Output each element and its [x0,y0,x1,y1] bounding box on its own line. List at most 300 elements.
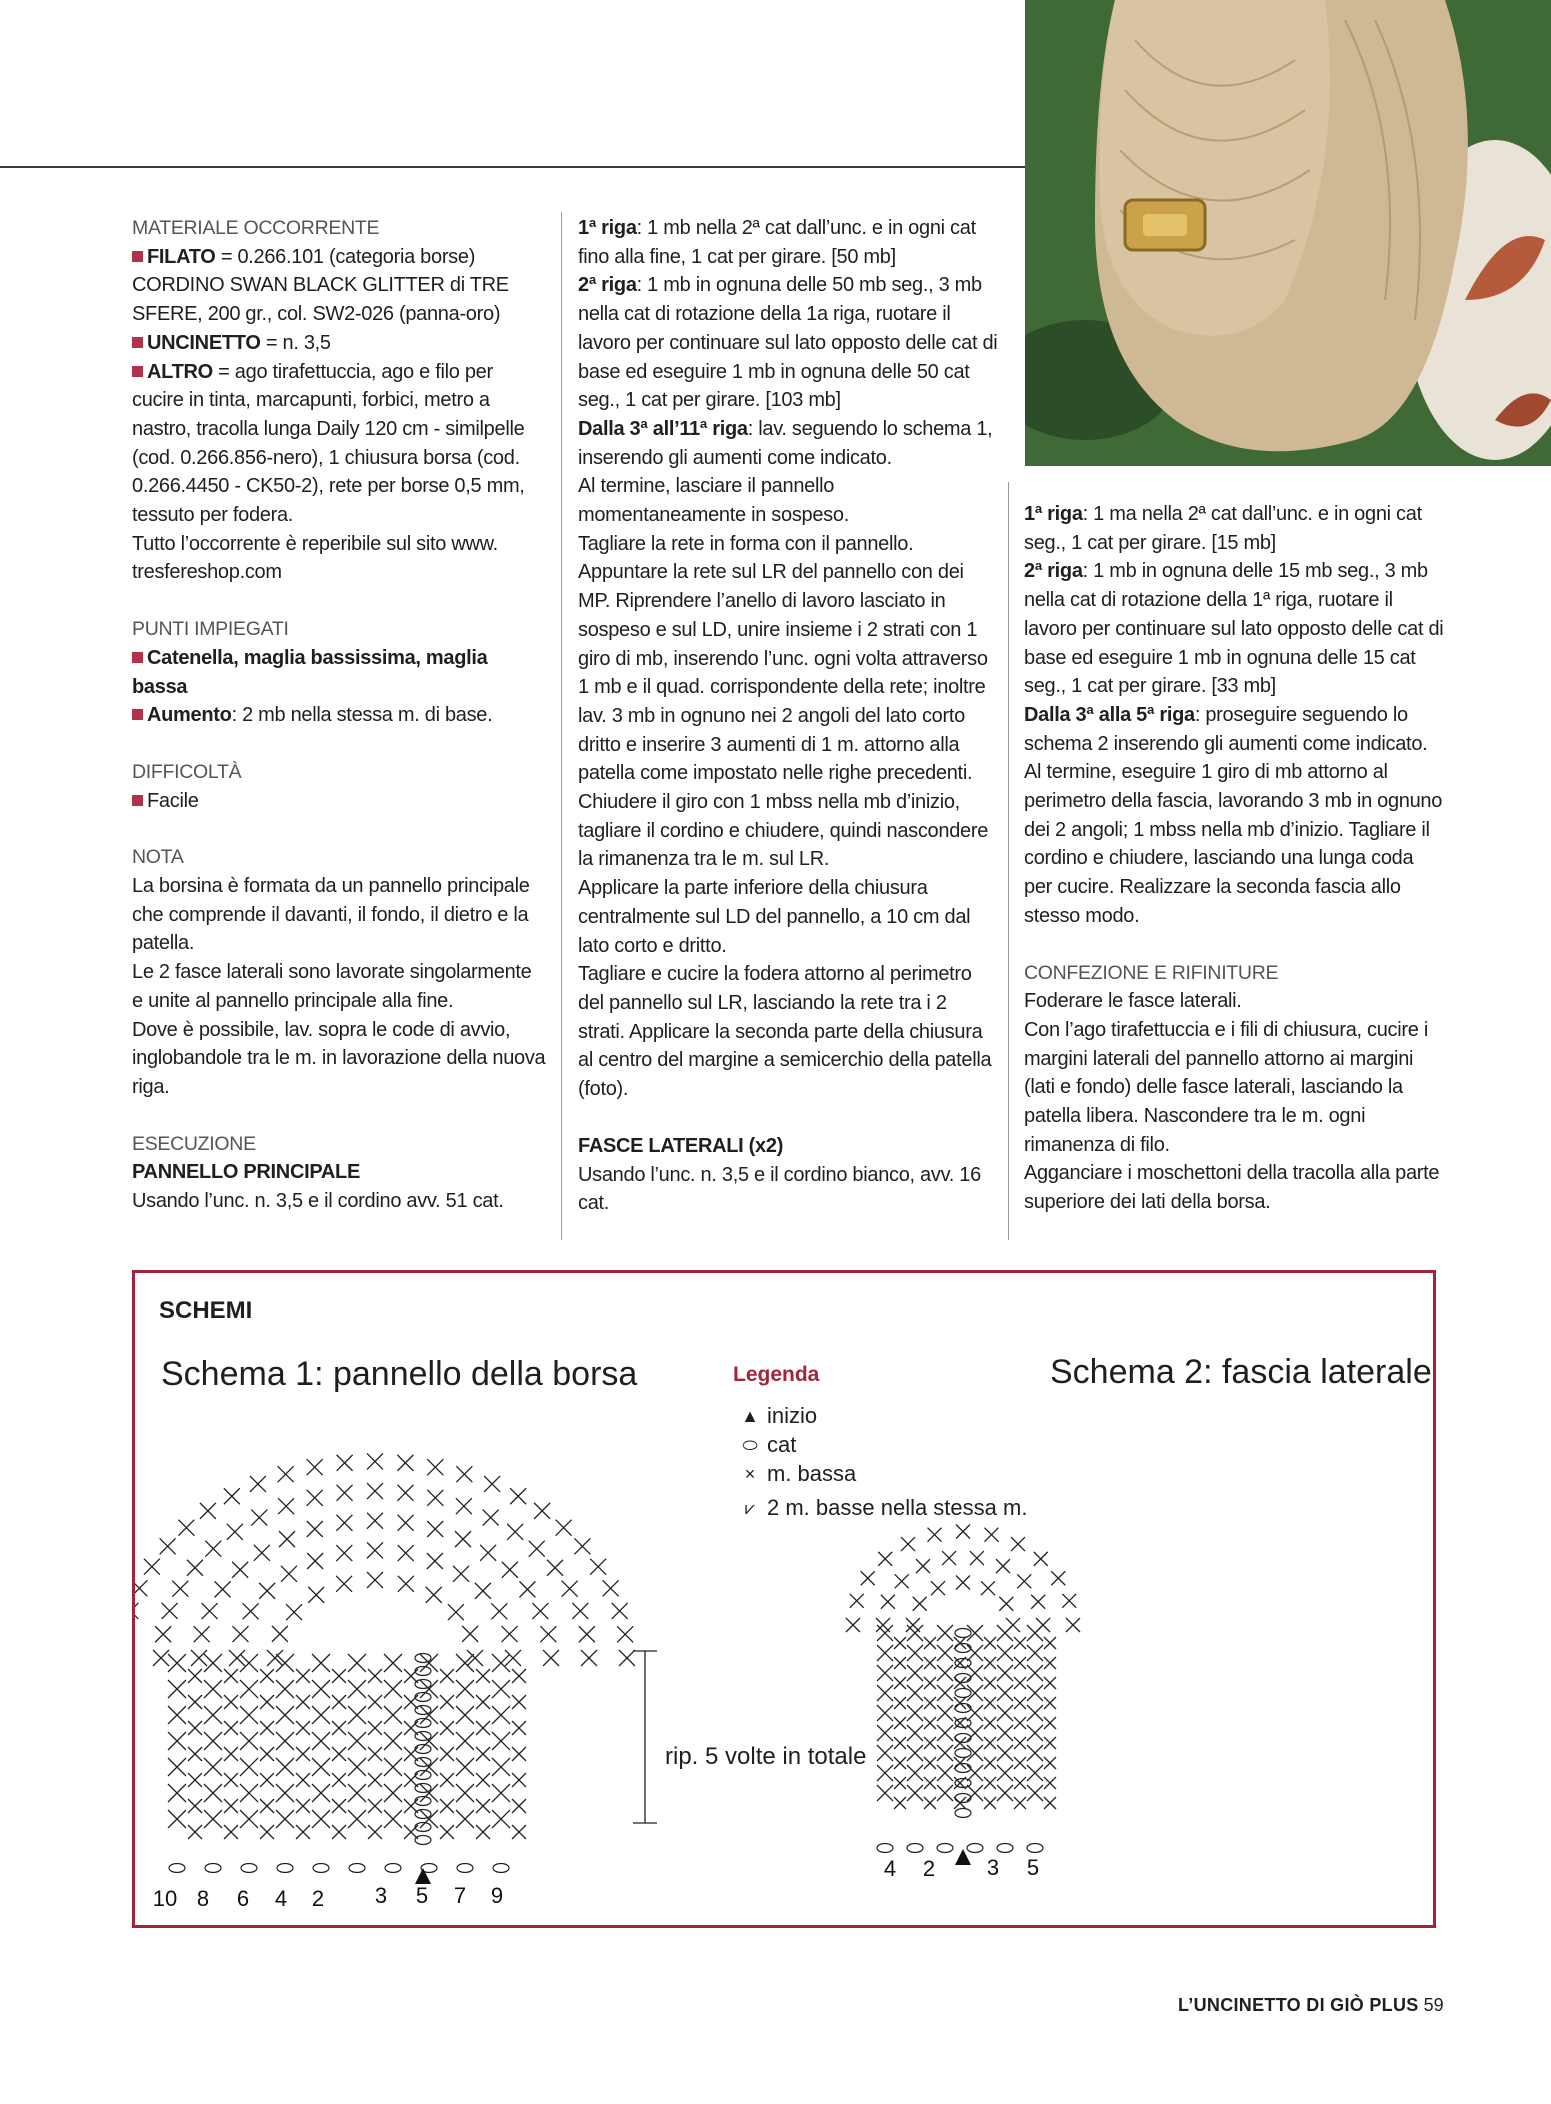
stitch-cross [427,1553,443,1569]
stitch-cross [188,1825,202,1839]
stitch-cross [427,1459,443,1475]
stitch-cross [970,1551,984,1565]
stitch-cross [200,1503,216,1519]
stitch-cross [1044,1777,1056,1789]
stitch-cross [505,1650,521,1666]
stitch-chain [241,1864,257,1873]
stitch-cross [398,1545,414,1561]
stitch-chain [955,1674,971,1683]
stitch-cross [997,1705,1013,1721]
stitch-cross [368,1669,382,1683]
stitch-cross [307,1553,323,1569]
stitch-cross [877,1665,893,1681]
stitch-chain [955,1734,971,1743]
stitch-cross [224,1488,240,1504]
stitch-cross [168,1758,186,1776]
stitch-chain [415,1667,431,1676]
stitch-cross [178,1520,194,1536]
stitch-cross [937,1785,953,1801]
column-divider [1008,482,1009,1240]
stitch-cross [368,1773,382,1787]
stitch-cross [348,1732,366,1750]
stitch-cross [191,1650,207,1666]
stitch-chain [877,1844,893,1853]
stitch-cross [502,1626,518,1642]
row-number: 7 [453,1883,467,1908]
stitch-cross [543,1650,559,1666]
stitch-cross [367,1453,383,1469]
stitch-cross [956,1525,970,1539]
stitch-cross [426,1587,442,1603]
stitch-cross [1044,1717,1056,1729]
stitch-cross [456,1680,474,1698]
stitch-cross [204,1680,222,1698]
stitch-chain [385,1864,401,1873]
stitch-cross [307,1521,323,1537]
stitch-cross [404,1747,418,1761]
row-number: 6 [236,1886,250,1911]
stitch-cross [250,1476,266,1492]
stitch-chain [955,1764,971,1773]
stitch-cross [907,1745,923,1761]
stitch-cross [384,1758,402,1776]
repeat-note: rip. 5 volte in totale [665,1743,867,1770]
stitch-cross [272,1626,288,1642]
stitch-cross [476,1825,490,1839]
stitch-cross [877,1645,893,1661]
stitch-cross [894,1697,906,1709]
legend-label: m. bassa [767,1461,857,1486]
stitch-cross [348,1680,366,1698]
stitch-cross [876,1618,890,1632]
stitch-cross [1014,1657,1026,1669]
stitch-cross [492,1732,510,1750]
stitch-cross [1027,1745,1043,1761]
riga-label: 2ª riga [1024,560,1083,583]
stitch-cross [259,1583,275,1599]
paragraph: Agganciare i moschettoni della tracolla alla parte superiore dei lati della borsa. [1024,1162,1440,1214]
stitch-cross [574,1538,590,1554]
stitch-cross [612,1603,628,1619]
stitch-cross [456,1466,472,1482]
stitch-cross [456,1706,474,1724]
top-rule [0,166,1025,168]
stitch-cross [367,1483,383,1499]
legend-label: 2 m. basse nella stessa m. [767,1495,1028,1520]
stitch-cross [254,1545,270,1561]
stitch-cross [942,1551,956,1565]
row-number: 3 [374,1883,388,1908]
altro-label: ALTRO [147,360,213,383]
stitch-cross [997,1745,1013,1761]
stitch-cross [999,1597,1013,1611]
stitch-cross [1044,1697,1056,1709]
stitch-cross [332,1799,346,1813]
riga-3-line [1024,701,1444,758]
stitch-cross [581,1650,597,1666]
riga-text: : 1 mb in ognuna delle 50 mb seg., 3 mb nella cat di rotazione della 1a riga, ruotare il lavoro per continuare sul lato opposto delle cat di base ed eseguire 1 mb in ognuna delle 50 cat seg., 1 cat per girare. [103 mb] [578,274,998,412]
uncinetto-line [132,329,547,358]
altro-line [132,358,547,530]
stitch-cross [286,1604,302,1620]
stitch-cross [204,1732,222,1750]
stitch-cross [204,1784,222,1802]
stitch-cross [332,1721,346,1735]
riga-label: 1ª riga [1024,503,1083,525]
stitch-cross [135,1580,147,1596]
stitch-cross [562,1581,578,1597]
filato-line [132,243,547,329]
stitch-cross [276,1706,294,1724]
stitch-cross [296,1825,310,1839]
stitch-cross [188,1695,202,1709]
start-triangle [415,1868,431,1884]
stitch-cross [1051,1571,1065,1585]
stitch-cross [440,1721,454,1735]
stitch-cross [188,1747,202,1761]
stitch-cross [492,1784,510,1802]
stitch-cross [534,1503,550,1519]
stitch-cross [276,1758,294,1776]
bullet-square-icon [132,652,143,663]
stitch-chain [415,1797,431,1806]
stitch-cross [967,1765,983,1781]
fasce-heading: FASCE LATERALI (x2) [578,1134,784,1157]
stitch-cross [1014,1637,1026,1649]
stitch-cross [367,1513,383,1529]
aumento-line [132,701,547,730]
stitch-cross [168,1784,186,1802]
stitch-cross [1027,1665,1043,1681]
paragraph: Tagliare e cucire la fodera attorno al perimetro del pannello sul LR, lasciando la rete tra i 2 strati. Applicare la seconda parte della chiusura al centro del margine a semicerchio della patella (foto). [578,963,992,1101]
stitch-chain [415,1836,431,1845]
stitch-cross [502,1562,518,1578]
row-number: 4 [274,1886,288,1911]
stitch-chain [415,1719,431,1728]
stitch-cross [232,1562,248,1578]
row-number: 3 [986,1855,1000,1880]
stitch-chain [415,1732,431,1741]
stitch-cross [492,1680,510,1698]
stitch-cross [188,1773,202,1787]
riga-text: : 1 ma nella 2ª cat dall’unc. e in ogni cat seg., 1 cat per girare. [15 mb] [1024,503,1422,554]
schemi-box [132,1270,1436,1928]
altro-text: = ago tirafettuccia, ago e filo per cucire in tinta, marcapunti, forbici, metro a nastro, tracolla lunga Daily 120 cm - similpelle (cod. 0.266.856-nero), 1 chiusura borsa (cod. 0.266.4450 - CK50-2), rete per borse 0,5 mm, tessuto per fodera. [132,360,525,527]
stitch-cross [348,1784,366,1802]
nota-paragraph: Le 2 fasce laterali sono lavorate singolarmente e unite al pannello principale alla fine. [132,961,532,1012]
stitch-chain [415,1758,431,1767]
stitch-cross [617,1626,633,1642]
stitch-cross [937,1705,953,1721]
stitch-chain [415,1654,431,1663]
fasce-text: Usando l’unc. n. 3,5 e il cordino bianco, avv. 16 cat. [578,1163,981,1215]
section-heading-materiale: MATERIALE OCCORRENTE [132,217,380,239]
stitch-cross [312,1654,330,1672]
stitch-cross [1014,1757,1026,1769]
riga-1-line [1024,500,1444,557]
riga-text: : 1 mb in ognuna delle 15 mb seg., 3 mb nella cat di rotazione della 1ª riga, ruotare il lavoro per continuare sul lato opposto delle cat di base ed eseguire 1 mb in ognuna delle 15 cat seg., 1 cat per girare. [33 mb] [1024,560,1444,698]
stitch-cross [894,1797,906,1809]
stitch-cross [1014,1717,1026,1729]
stitch-cross [907,1665,923,1681]
riga-label: 2ª riga [578,274,637,297]
stitch-chain [349,1864,365,1873]
stitch-cross [924,1677,936,1689]
stitch-cross [984,1677,996,1689]
stitch-cross [462,1626,478,1642]
legend-item [733,1495,1027,1521]
stitch-cross [894,1757,906,1769]
stitch-cross [312,1758,330,1776]
stitch-cross [480,1545,496,1561]
stitch-cross [368,1721,382,1735]
stitch-cross [296,1747,310,1761]
stitch-cross [240,1680,258,1698]
stitch-cross [507,1524,523,1540]
stitch-cross [336,1545,352,1561]
stitch-cross [440,1825,454,1839]
stitch-cross [368,1825,382,1839]
stitch-cross [1014,1697,1026,1709]
stitch-cross [894,1657,906,1669]
row-number: 5 [415,1883,429,1908]
stitch-cross [160,1538,176,1554]
stitch-cross [168,1680,186,1698]
difficolta-value: Facile [147,789,199,812]
nota-paragraph: Dove è possibile, lav. sopra le code di avvio, inglobandole tra le m. in lavorazione della nuova riga. [132,1018,546,1098]
stitch-cross [427,1490,443,1506]
riga-label: Dalla 3ª all’11ª riga [578,417,748,440]
punti-text: Catenella, maglia bassissima, maglia bassa [132,646,488,698]
stitch-cross [168,1706,186,1724]
stitch-cross [877,1785,893,1801]
stitch-cross [336,1515,352,1531]
stitch-chain [277,1864,293,1873]
stitch-cross [1044,1797,1056,1809]
stitch-cross [512,1695,526,1709]
pannello-text: Usando l’unc. n. 3,5 e il cordino avv. 51 cat. [132,1190,504,1213]
stitch-cross [296,1695,310,1709]
repeat-bracket [633,1651,657,1823]
stitch-cross [996,1559,1010,1573]
triangle-icon: ▲ [741,1405,759,1426]
stitch-chain [955,1749,971,1758]
stitch-cross [440,1799,454,1813]
stitch-cross [453,1566,469,1582]
stitch-chain [415,1784,431,1793]
row-number: 10 [152,1886,178,1911]
cross-icon: × [744,1463,756,1484]
stitch-chain [955,1794,971,1803]
stitch-cross [877,1745,893,1761]
filato-text: = 0.266.101 (categoria borse) CORDINO SWAN BLACK GLITTER di TRE SFERE, 200 gr., col. SW2-026 (panna-oro) [132,245,509,326]
stitch-cross [916,1559,930,1573]
stitch-cross [384,1784,402,1802]
stitch-cross [367,1542,383,1558]
stitch-cross [1027,1705,1043,1721]
stitch-cross [440,1773,454,1787]
stitch-cross [877,1765,893,1781]
stitch-cross [1011,1537,1025,1551]
stitch-cross [492,1706,510,1724]
stitch-cross [907,1785,923,1801]
stitch-cross [456,1654,474,1672]
legend-item [733,1432,796,1458]
stitch-cross [332,1669,346,1683]
stitch-cross [907,1645,923,1661]
stitch-cross [997,1785,1013,1801]
stitch-chain [415,1706,431,1715]
bag-photo-illustration [1025,0,1551,466]
stitch-cross [348,1706,366,1724]
stitch-cross [1034,1552,1048,1566]
stitch-cross [296,1799,310,1813]
stitch-chain [955,1629,971,1638]
stitch-cross [619,1650,635,1666]
stitch-cross [981,1581,995,1595]
aumento-text: : 2 mb nella stessa m. di base. [231,704,493,727]
stitch-cross [894,1637,906,1649]
stitch-cross [404,1799,418,1813]
schemi-title: SCHEMI [159,1297,253,1324]
section-heading-confezione: CONFEZIONE E RIFINITURE [1024,961,1279,984]
row-number: 8 [196,1886,210,1911]
row-number: 5 [1026,1855,1040,1880]
legend-label: inizio [767,1403,818,1428]
stitch-cross [187,1560,203,1576]
stitch-chain [457,1864,473,1873]
stitch-chain [415,1771,431,1780]
stitch-cross [224,1695,238,1709]
bag-photo [1025,0,1551,466]
stitch-cross [476,1721,490,1735]
row-number: 4 [883,1856,897,1881]
stitch-cross [144,1559,160,1575]
stitch-cross [1031,1595,1045,1609]
stitch-cross [894,1677,906,1689]
stitch-cross [984,1637,996,1649]
stitch-cross [367,1572,383,1588]
stitch-cross [1027,1725,1043,1741]
stitch-cross [476,1799,490,1813]
stitch-cross [1062,1594,1076,1608]
stitch-cross [997,1645,1013,1661]
paragraph: Foderare le fasce laterali. [1024,990,1242,1013]
stitch-cross [1036,1618,1050,1632]
stitch-cross [997,1665,1013,1681]
stitch-cross [260,1825,274,1839]
stitch-cross [312,1810,330,1828]
stitch-cross [456,1810,474,1828]
stitch-cross [532,1603,548,1619]
stitch-chain [1027,1844,1043,1853]
stitch-cross [924,1737,936,1749]
stitch-cross [967,1705,983,1721]
stitch-cross [997,1725,1013,1741]
stitch-cross [440,1695,454,1709]
column-1 [132,214,547,1216]
stitch-cross [398,1576,414,1592]
stitch-cross [492,1758,510,1776]
page-footer [1178,1995,1444,2016]
stitch-cross [368,1747,382,1761]
stitch-cross [312,1732,330,1750]
stitch-cross [510,1488,526,1504]
stitch-cross [296,1721,310,1735]
stitch-cross [572,1603,588,1619]
stitch-cross [1014,1677,1026,1689]
stitch-cross [1027,1765,1043,1781]
stitch-cross [348,1654,366,1672]
stitch-cross [547,1560,563,1576]
paragraph: Chiudere il giro con 1 mbss nella mb d’inizio, tagliare il cordino e chiudere, quindi nascondere la rimanenza tra le m. sul LR. [578,791,989,871]
stitch-cross [1044,1757,1056,1769]
stitch-cross [224,1747,238,1761]
schema-1-title: Schema 1: pannello della borsa [161,1355,638,1393]
stitch-cross [1044,1677,1056,1689]
paragraph: Tagliare la rete in forma con il pannello. Appuntare la rete sul LR del pannello con dei MP. Riprendere l’anello di lavoro lasciato in sospeso e sul LD, unire insieme i 2 strati con 1 giro di mb, inserendo l’unc. ogni volta attraverso 1 mb e il quad. corrispondente della rete; inoltre lav. 3 mb in ognuno nei 2 angoli del lato corto dritto e inserire 3 aumenti di 1 m. attorno alla patella come impostato nelle righe precedenti. [578,532,988,785]
stitch-cross [894,1737,906,1749]
stitch-chain [955,1809,971,1818]
stitch-cross [224,1825,238,1839]
stitch-cross [204,1706,222,1724]
stitch-cross [476,1695,490,1709]
stitch-cross [337,1485,353,1501]
section-heading-difficolta: DIFFICOLTÀ [132,760,242,783]
stitch-chain [997,1844,1013,1853]
stitch-cross [456,1498,472,1514]
paragraph: Al termine, lasciare il pannello momentaneamente in sospeso. [578,475,849,527]
stitch-cross [1014,1737,1026,1749]
oval-icon: ⬭ [742,1434,758,1455]
stitch-cross [907,1685,923,1701]
stitch-cross [984,1737,996,1749]
stitch-cross [296,1669,310,1683]
bullet-square-icon [132,337,143,348]
stitch-cross [440,1669,454,1683]
stitch-cross [937,1645,953,1661]
stitch-cross [260,1799,274,1813]
reperibile-text: Tutto l’occorrente è reperibile sul sito www. tresfereshop.com [132,532,498,584]
stitch-cross [308,1587,324,1603]
column-divider [561,212,562,1240]
stitch-cross [850,1594,864,1608]
stitch-cross [296,1773,310,1787]
stitch-cross [260,1695,274,1709]
stitch-cross [194,1626,210,1642]
stitch-cross [877,1725,893,1741]
stitch-cross [281,1566,297,1582]
stitch-cross [455,1531,471,1547]
paragraph: Applicare la parte inferiore della chiusura centralmente sul LD del pannello, a 10 cm dal lato corto e dritto. [578,877,971,957]
stitch-cross [924,1717,936,1729]
stitch-cross [276,1654,294,1672]
stitch-cross [337,1455,353,1471]
stitch-cross [240,1810,258,1828]
stitch-cross [312,1784,330,1802]
stitch-cross [188,1799,202,1813]
aumento-label: Aumento [147,704,232,727]
stitch-cross [924,1797,936,1809]
stitch-cross [907,1765,923,1781]
stitch-cross [924,1697,936,1709]
stitch-cross [901,1537,915,1551]
pannello-heading: PANNELLO PRINCIPALE [132,1161,361,1184]
stitch-chain [907,1844,923,1853]
stitch-chain [415,1810,431,1819]
stitch-cross [153,1650,169,1666]
stitch-cross [492,1810,510,1828]
